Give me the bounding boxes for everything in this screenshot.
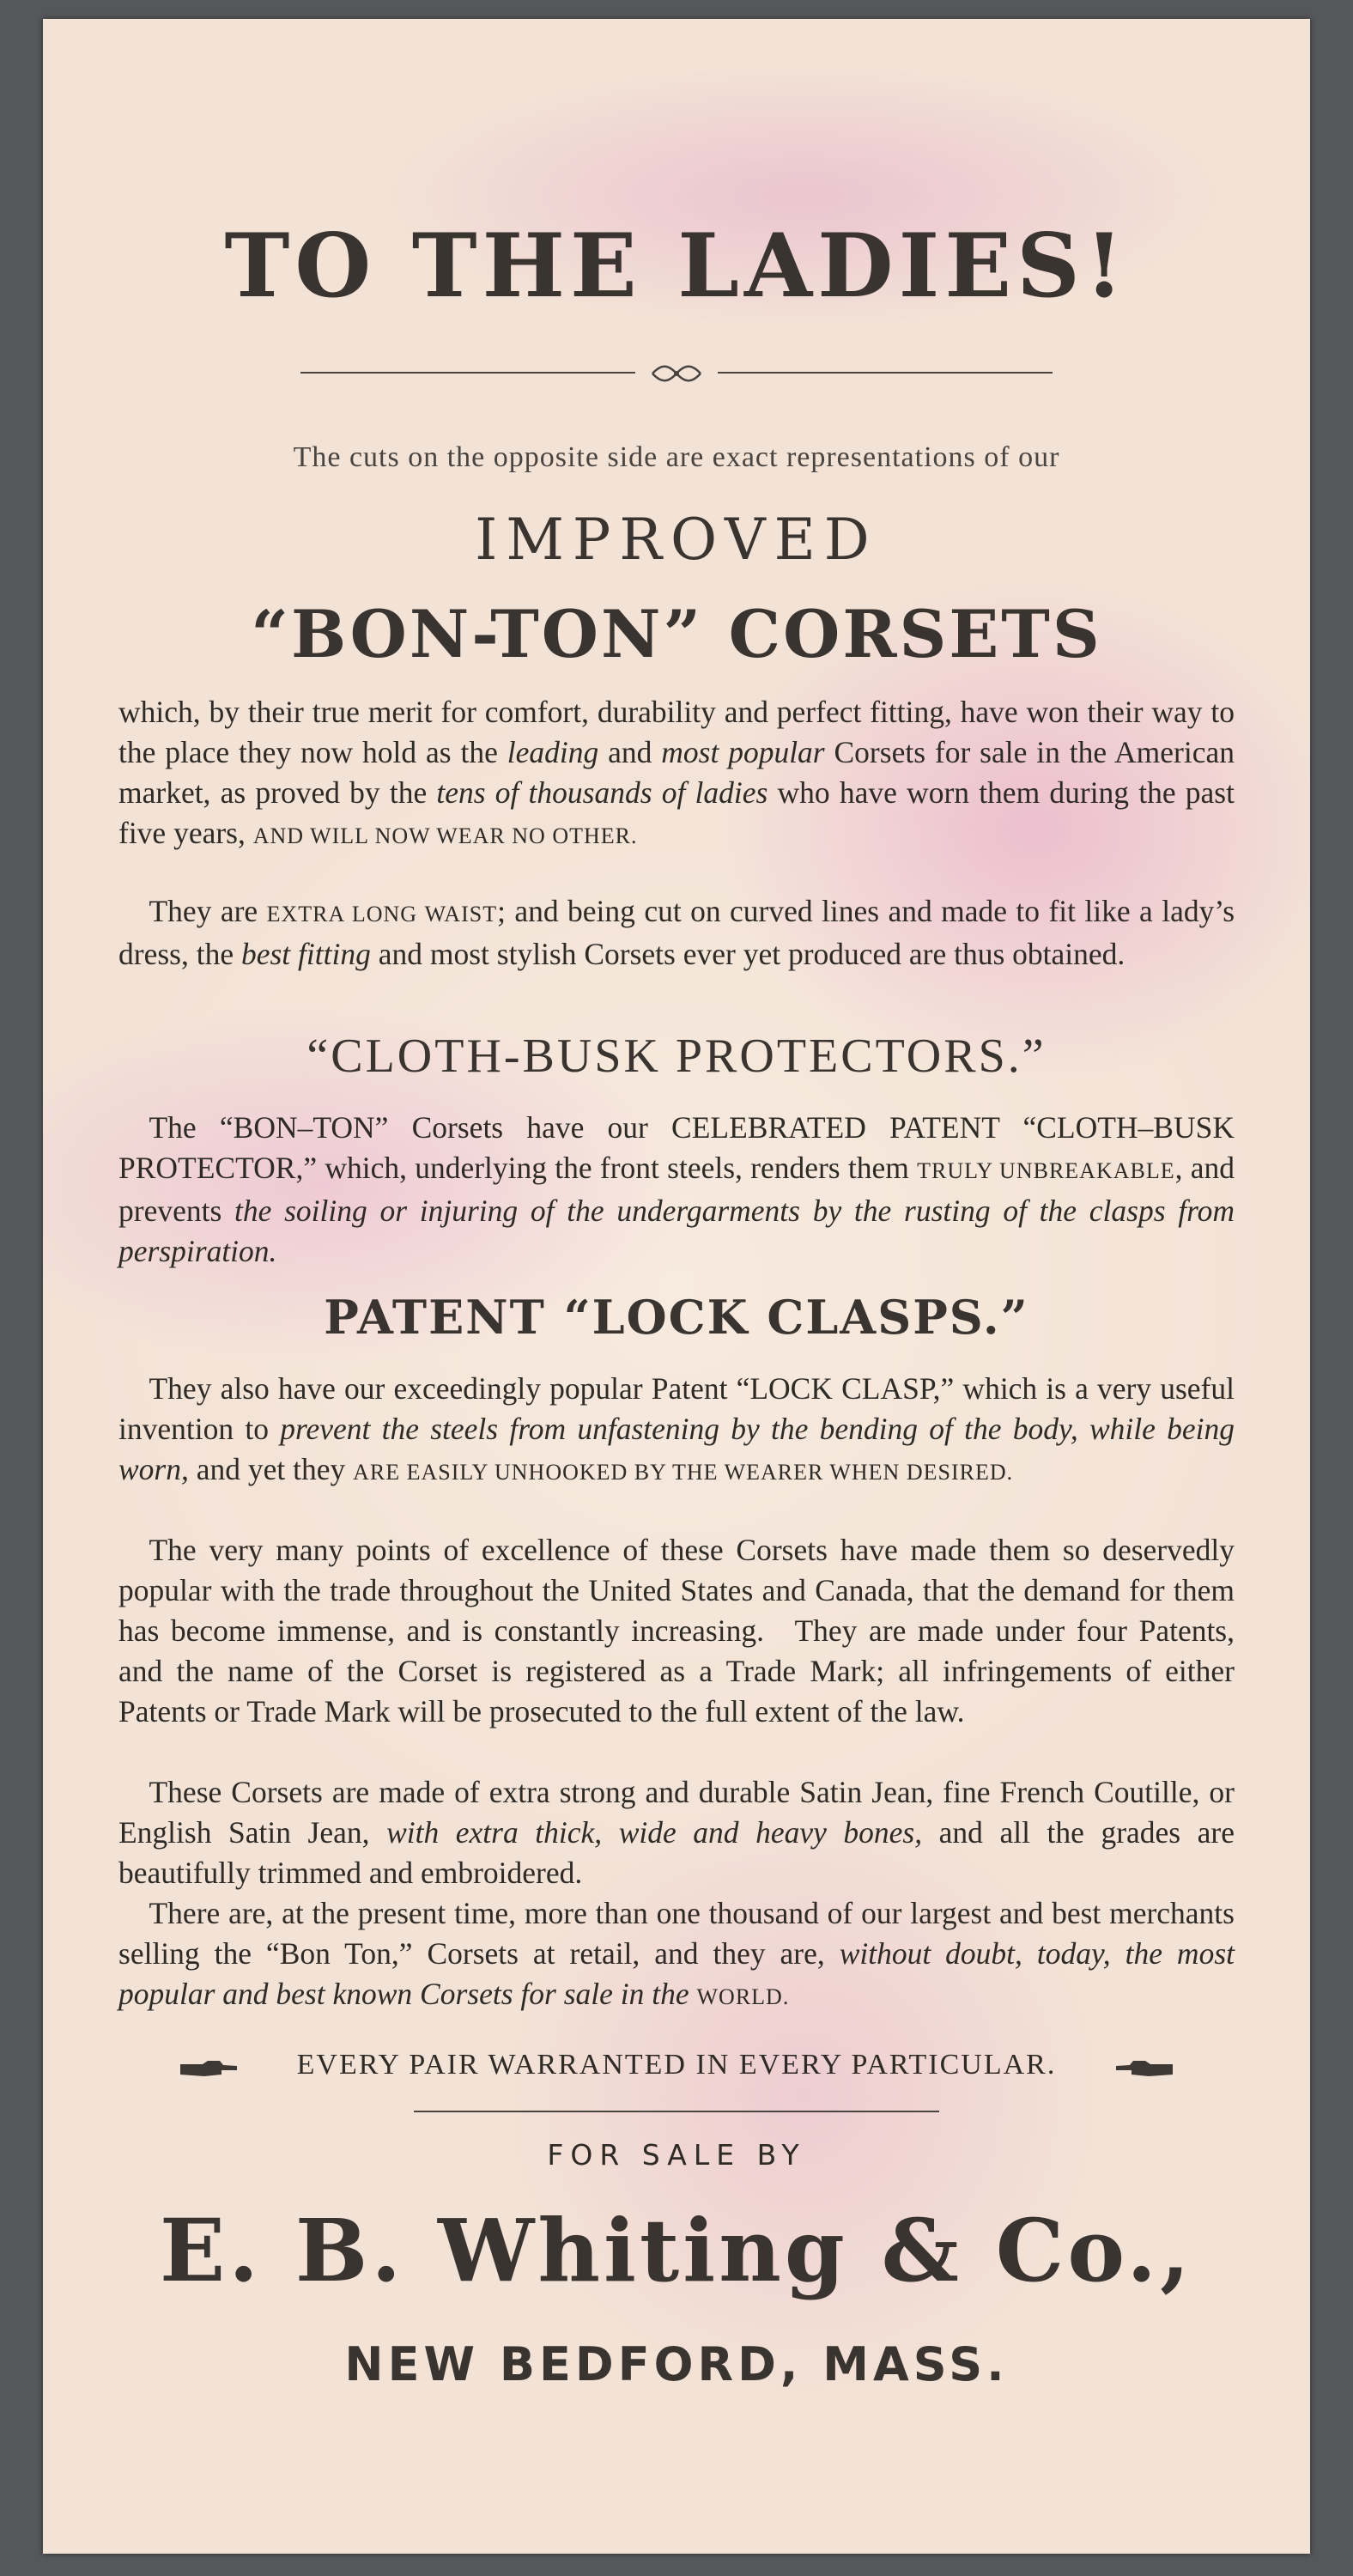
paragraph-long-waist bbox=[118, 891, 1235, 975]
text-run: The “BON–TON” Corsets have our CELEBRATED PATENT “CLOTH–BUSK PROTECTOR,” which, underlying the front steels, renders them bbox=[118, 1110, 1235, 1185]
main-heading: TO THE LADIES! bbox=[224, 215, 1129, 318]
warranty-line bbox=[118, 2045, 1235, 2093]
pointing-hand-left-icon bbox=[1114, 2057, 1174, 2080]
text-run: They also have our exceedingly popular Patent “LOCK CLASP,” which is a very useful invention to bbox=[118, 1371, 1235, 1446]
product-heading: “BON-TON” CORSETS bbox=[251, 596, 1102, 672]
text-run: There are, at the present time, more than one thousand of our largest and best merchants selling the “Bon Ton,” Corsets at retail, and they are, bbox=[118, 1896, 1235, 1971]
text-run: leading bbox=[507, 735, 599, 769]
text-run: with extra thick, wide and heavy bones, bbox=[386, 1815, 923, 1850]
text-run: , and prevents bbox=[118, 1151, 1235, 1228]
text-run: The very many points of excellence of these Corsets have made them so deservedly popular with the trade throughout the United States and Canada, that the demand for them has become immense, and is constantly increasing. They are made under four Patents, and the name of the Corset is registered as a Trade Mark; all infringements of either Patents or Trade Mark will be prosecuted to the full extent of the law. bbox=[118, 1533, 1235, 1728]
firm-name: E. B. Whiting & Co., bbox=[160, 2200, 1193, 2301]
text-run: without doubt, today, the most popular and best known Corsets for sale in the bbox=[118, 1936, 1235, 2011]
ornament-flourish-icon bbox=[651, 362, 702, 385]
text-run: EXTRA LONG WAIST bbox=[266, 902, 498, 927]
warranty-text: EVERY PAIR WARRANTED IN EVERY PARTICULAR. bbox=[296, 2049, 1057, 2081]
text-run: best fitting bbox=[240, 937, 371, 971]
text-run bbox=[689, 1977, 697, 2011]
text-run: and bbox=[598, 735, 662, 769]
intro-line: The cuts on the opposite side are exact representations of our bbox=[293, 441, 1060, 473]
text-run: prevent the steels from unfastening by the bending of the body, while being worn, bbox=[118, 1412, 1235, 1486]
for-sale-label: FOR SALE BY bbox=[547, 2138, 806, 2172]
text-run: and all the grades are beautifully trimmed and embroidered. bbox=[118, 1815, 1235, 1890]
protectors-heading: “CLOTH-BUSK PROTECTORS.” bbox=[306, 1030, 1047, 1083]
text-run: which, by their true merit for comfort, durability and perfect fitting, have won their way to the place they now hold as the bbox=[118, 695, 1235, 769]
text-run: ARE EASILY UNHOOKED BY THE WEARER WHEN DESIRED. bbox=[353, 1460, 1014, 1485]
text-run: These Corsets are made of extra strong and durable Satin Jean, fine French Coutille, or English Satin Jean, bbox=[118, 1775, 1235, 1850]
paragraph-merchants bbox=[118, 1893, 1235, 2017]
divider-line-bottom bbox=[414, 2111, 939, 2112]
text-run: ; and being cut on curved lines and made to fit like a lady’s dress, the bbox=[118, 894, 1235, 971]
text-run: TRULY UNBREAKABLE bbox=[917, 1158, 1175, 1183]
paragraph-clasps bbox=[118, 1369, 1235, 1492]
paragraph-merit bbox=[118, 692, 1235, 856]
text-run: most popular bbox=[661, 735, 825, 769]
printed-flyer bbox=[43, 19, 1310, 2554]
text-run: and yet they bbox=[188, 1452, 354, 1486]
text-run: who have worn them during the past five years, bbox=[118, 775, 1235, 850]
text-run: the soiling or injuring of the undergarments by the rusting of the clasps from perspiration. bbox=[118, 1194, 1235, 1268]
clasps-heading: PATENT “LOCK CLASPS.” bbox=[324, 1290, 1029, 1345]
paragraph-excellence bbox=[118, 1530, 1235, 1732]
text-run: WORLD. bbox=[696, 1984, 790, 2009]
improved-heading: IMPROVED bbox=[475, 507, 878, 573]
text-run: and most stylish Corsets ever yet produced are thus obtained. bbox=[370, 937, 1125, 971]
divider-line-right bbox=[718, 372, 1053, 374]
firm-location: NEW BEDFORD, MASS. bbox=[344, 2337, 1009, 2391]
paragraph-protectors bbox=[118, 1108, 1235, 1272]
paragraph-materials bbox=[118, 1772, 1235, 1893]
text-run: AND WILL NOW WEAR NO OTHER. bbox=[252, 823, 638, 848]
text-run: They are bbox=[118, 894, 267, 928]
text-run: tens of thousands of ladies bbox=[436, 775, 768, 810]
divider-line-left bbox=[300, 372, 635, 374]
text-run: Corsets for sale in the American market, as proved by the bbox=[118, 735, 1235, 810]
